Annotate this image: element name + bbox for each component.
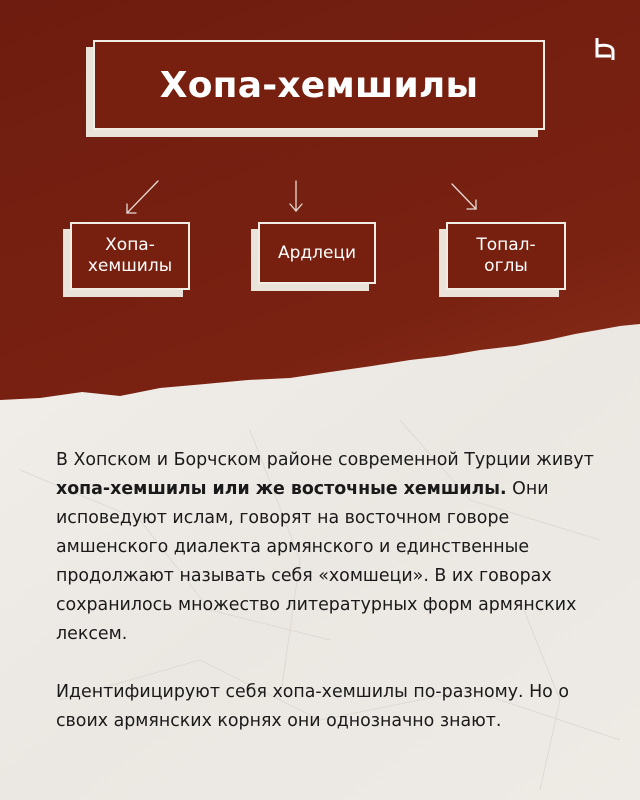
paragraph-1 bbox=[56, 446, 616, 649]
paragraph-1-rest: Они исповедуют ислам, говорят на восточном говоре амшенского диалекта армянского и единственные продолжают называть себя «хомшеци». В их говорах сохранилось множество литературных форм армянских лексем. bbox=[56, 479, 577, 644]
paragraph-1-intro: В Хопском и Борчском районе современной Турции живут bbox=[56, 450, 594, 470]
diagram-child-label-2: Ардлеци bbox=[277, 242, 357, 263]
paragraph-2: Идентифицируют себя хопа-хемшилы по-разному. Но о своих армянских корнях они однозначно знают. bbox=[56, 682, 569, 731]
body-text bbox=[56, 446, 616, 736]
diagram-child-label-1: Хопа- хемшилы bbox=[87, 235, 173, 276]
paragraph-1-bold: хопа-хемшилы или же восточные хемшилы. bbox=[56, 479, 507, 499]
diagram-root-label: Хопа-хемшилы bbox=[159, 64, 479, 106]
diagram-child-label-3: Топал- оглы bbox=[476, 235, 536, 276]
